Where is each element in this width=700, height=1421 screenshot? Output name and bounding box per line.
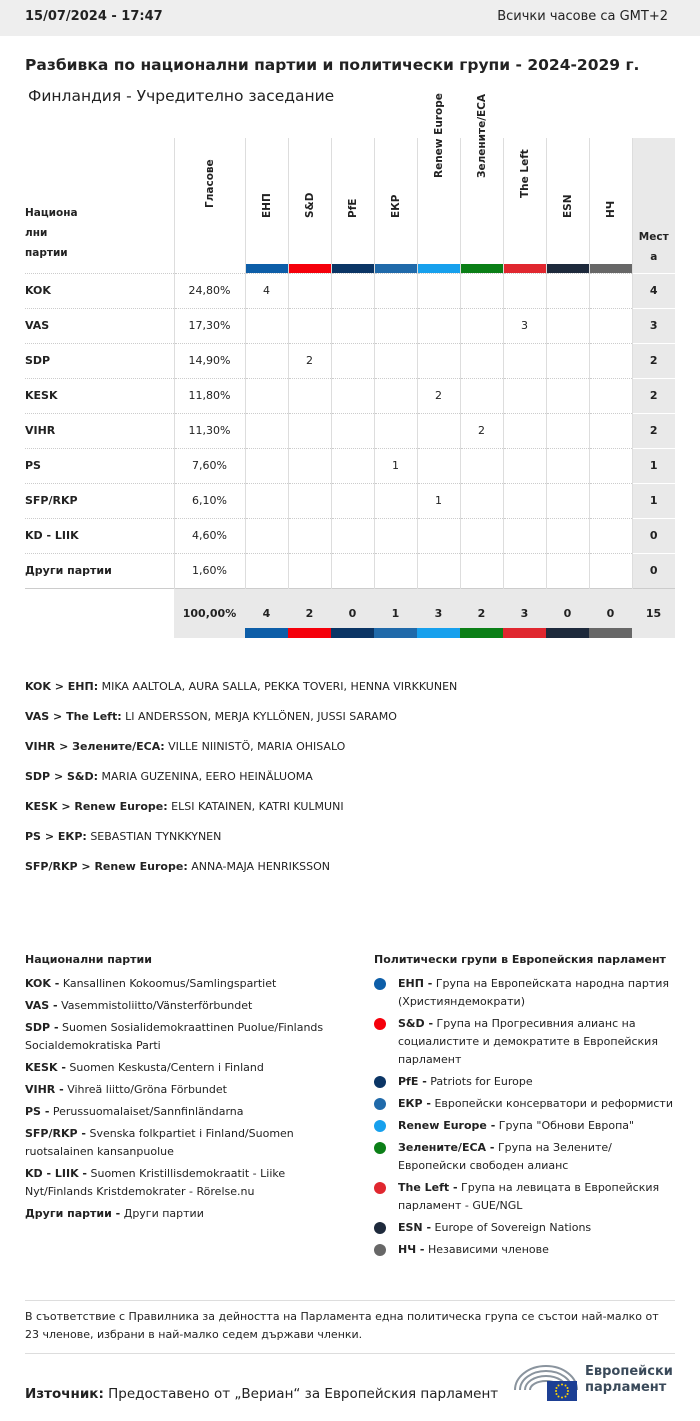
group-seat-cell — [546, 273, 589, 308]
group-seat-cell — [331, 308, 374, 343]
group-seat-cell — [288, 308, 331, 343]
legend-text: Група на Прогресивния алианс на социалистите и демократите в Европейския парламент — [398, 1017, 658, 1066]
legend-text: Patriots for Europe — [430, 1075, 533, 1088]
group-seat-cell — [331, 378, 374, 413]
national-legend-item — [25, 1059, 335, 1077]
group-total-value: 0 — [348, 606, 357, 620]
group-seat-cell — [417, 273, 460, 308]
group-seat-cell — [331, 553, 374, 588]
vote-share: 11,30% — [174, 413, 245, 448]
seat-total: 3 — [632, 308, 675, 343]
group-seat-cell — [546, 378, 589, 413]
vote-share: 17,30% — [174, 308, 245, 343]
page-subtitle: Финландия - Учредително заседание — [28, 87, 335, 105]
group-seat-cell — [503, 483, 546, 518]
group-total-cell — [288, 588, 331, 638]
vote-share: 7,60% — [174, 448, 245, 483]
group-color-bar — [288, 628, 331, 638]
group-seat-cell — [374, 343, 417, 378]
group-total-cell — [460, 588, 503, 638]
group-seat-cell — [546, 553, 589, 588]
group-seat-cell — [546, 343, 589, 378]
table-header-row — [25, 138, 675, 273]
group-header-label: S&D — [303, 192, 316, 218]
group-column-header — [245, 138, 288, 273]
groups-legend-heading: Политически групи в Европейския парламент — [374, 953, 666, 966]
group-total-value: 4 — [262, 606, 271, 620]
group-seat-cell — [546, 413, 589, 448]
group-color-dot-icon — [374, 1120, 386, 1132]
group-color-dot-icon — [374, 1222, 386, 1234]
seat-total: 4 — [632, 273, 675, 308]
seats-header-line: а — [650, 250, 658, 263]
group-header-label: НЧ — [604, 200, 617, 218]
page-title: Разбивка по национални партии и политически групи - 2024-2029 г. — [25, 56, 640, 74]
legend-key: SDP - — [25, 1021, 59, 1034]
group-color-bar — [289, 264, 331, 273]
group-seat-cell — [288, 553, 331, 588]
source-line — [25, 1386, 498, 1402]
group-seat-cell — [331, 273, 374, 308]
table-row — [25, 483, 675, 518]
logo-text — [585, 1364, 673, 1396]
national-legend-item — [25, 975, 335, 993]
table-row — [25, 413, 675, 448]
group-header-label: ESN — [561, 194, 574, 218]
group-total-value: 0 — [606, 606, 615, 620]
group-total-value: 3 — [434, 606, 443, 620]
legend-text: Vihreä liitto/Gröna Förbundet — [67, 1083, 227, 1096]
allocation-key: VIHR > Зелените/ЕСА: — [25, 740, 165, 753]
vote-share: 4,60% — [174, 518, 245, 553]
group-seat-cell: 1 — [374, 448, 417, 483]
group-seat-cell — [417, 518, 460, 553]
legend-key: VIHR - — [25, 1083, 64, 1096]
timezone-note: Всички часове са GMT+2 — [497, 9, 668, 24]
party-name: KOK — [25, 273, 174, 308]
timestamp: 15/07/2024 - 17:47 — [25, 9, 163, 24]
group-total-cell — [245, 588, 288, 638]
table-row — [25, 448, 675, 483]
legend-key: VAS - — [25, 999, 58, 1012]
group-header-label: ЕКР — [389, 194, 402, 218]
group-color-bar — [503, 628, 546, 638]
legend-key: Зелените/ЕСА - — [398, 1141, 495, 1154]
group-seat-cell — [589, 483, 632, 518]
group-total-cell — [374, 588, 417, 638]
group-color-bar — [246, 264, 288, 273]
allocation-names: SEBASTIAN TYNKKYNEN — [90, 830, 222, 843]
group-seat-cell — [374, 413, 417, 448]
group-color-dot-icon — [374, 1142, 386, 1154]
group-color-bar — [504, 264, 546, 273]
party-name: KESK — [25, 378, 174, 413]
totals-votes: 100,00% — [174, 588, 245, 638]
group-total-value: 2 — [477, 606, 486, 620]
top-bar — [0, 0, 700, 36]
legend-text: Група на Европейската народна партия (Християндемократи) — [398, 977, 669, 1008]
allocation-key: SFP/RKP > Renew Europe: — [25, 860, 188, 873]
group-seat-cell — [374, 273, 417, 308]
legend-text: Група на левицата в Европейския парламент - GUE/NGL — [398, 1181, 660, 1212]
group-seat-cell — [245, 413, 288, 448]
party-name: SFP/RKP — [25, 483, 174, 518]
group-seat-cell — [460, 308, 503, 343]
vote-share: 11,80% — [174, 378, 245, 413]
group-color-bar — [547, 264, 589, 273]
allocation-names: MARIA GUZENINA, EERO HEINÄLUOMA — [101, 770, 313, 783]
group-total-cell — [503, 588, 546, 638]
group-seat-cell — [331, 343, 374, 378]
logo-line: парламент — [585, 1380, 667, 1395]
legend-key: PS - — [25, 1105, 50, 1118]
legend-text: Kansallinen Kokoomus/Samlingspartiet — [62, 977, 277, 990]
group-seat-cell — [417, 413, 460, 448]
group-color-bar — [417, 628, 460, 638]
group-seat-cell — [460, 483, 503, 518]
group-legend-item — [374, 975, 675, 1011]
legend-text: Независими членове — [428, 1243, 549, 1256]
party-name: PS — [25, 448, 174, 483]
allocation-line — [25, 800, 457, 830]
legend-text: Suomen Keskusta/Centern i Finland — [69, 1061, 264, 1074]
group-legend-item — [374, 1241, 675, 1259]
group-seat-cell — [245, 483, 288, 518]
table-row — [25, 553, 675, 588]
legend-key: KD - LIIK - — [25, 1167, 87, 1180]
group-seat-cell — [374, 483, 417, 518]
group-seat-cell — [245, 448, 288, 483]
group-color-bar — [374, 628, 417, 638]
group-header-label: PfE — [346, 198, 359, 218]
group-color-bar — [590, 264, 632, 273]
group-seat-cell: 4 — [245, 273, 288, 308]
group-column-header — [460, 93, 503, 273]
legend-text: Група "Обнови Европа" — [498, 1119, 635, 1132]
group-seat-cell — [503, 413, 546, 448]
group-seat-cell — [331, 483, 374, 518]
group-seat-cell — [460, 273, 503, 308]
group-seat-cell: 2 — [288, 343, 331, 378]
group-seat-cell — [546, 448, 589, 483]
group-color-bar — [418, 264, 460, 273]
group-total-value: 2 — [305, 606, 314, 620]
european-parliament-logo — [513, 1362, 678, 1402]
group-seat-cell — [503, 273, 546, 308]
group-seat-cell — [374, 553, 417, 588]
group-seat-cell — [589, 273, 632, 308]
group-color-dot-icon — [374, 1182, 386, 1194]
group-legend-item — [374, 1179, 675, 1215]
vote-share: 24,80% — [174, 273, 245, 308]
group-seat-cell — [288, 413, 331, 448]
group-color-dot-icon — [374, 1098, 386, 1110]
table-row — [25, 378, 675, 413]
group-column-header — [374, 138, 417, 273]
group-header-label: Зелените/ЕСА — [475, 93, 488, 178]
legend-key: Renew Europe - — [398, 1119, 496, 1132]
vote-share: 1,60% — [174, 553, 245, 588]
group-total-cell — [417, 588, 460, 638]
group-seat-cell — [417, 448, 460, 483]
group-seat-cell — [288, 273, 331, 308]
allocation-key: KOK > ЕНП: — [25, 680, 99, 693]
group-seat-cell — [331, 518, 374, 553]
group-total-value: 3 — [520, 606, 529, 620]
group-seat-cell — [589, 378, 632, 413]
table-row — [25, 273, 675, 308]
group-seat-cell — [245, 378, 288, 413]
seat-total: 2 — [632, 378, 675, 413]
group-seat-cell — [503, 343, 546, 378]
group-legend-item — [374, 1073, 675, 1091]
national-legend-item — [25, 997, 335, 1015]
group-seat-cell — [546, 483, 589, 518]
group-seat-cell — [245, 518, 288, 553]
legend-text: Suomen Sosialidemokraattinen Puolue/Finlands Socialdemokratiska Parti — [25, 1021, 324, 1052]
group-seat-cell — [245, 343, 288, 378]
legend-key: S&D - — [398, 1017, 434, 1030]
allocation-line — [25, 680, 457, 710]
group-color-bar — [375, 264, 417, 273]
group-seat-cell — [417, 553, 460, 588]
legend-key: KOK - — [25, 977, 60, 990]
group-header-label: The Left — [518, 149, 531, 198]
group-total-cell — [331, 588, 374, 638]
group-column-header — [589, 138, 632, 273]
allocation-line — [25, 830, 457, 860]
group-seat-cell — [546, 308, 589, 343]
group-seat-cell — [288, 518, 331, 553]
party-column-header — [25, 138, 174, 273]
group-total-value: 1 — [391, 606, 400, 620]
group-seat-cell: 3 — [503, 308, 546, 343]
group-legend-item — [374, 1015, 675, 1069]
legend-text: Други партии — [123, 1207, 204, 1220]
allocation-line — [25, 770, 457, 800]
seat-total: 2 — [632, 413, 675, 448]
vote-share: 6,10% — [174, 483, 245, 518]
legend-text: Perussuomalaiset/Sannfinländarna — [52, 1105, 244, 1118]
source-text: Предоставено от „Вериан“ за Европейския парламент — [108, 1386, 499, 1402]
seat-total: 2 — [632, 343, 675, 378]
group-total-value: 0 — [563, 606, 572, 620]
legend-key: ЕКР - — [398, 1097, 431, 1110]
group-seat-cell — [417, 343, 460, 378]
group-seat-cell — [589, 343, 632, 378]
group-seat-cell — [331, 413, 374, 448]
group-color-bar — [589, 628, 632, 638]
group-legend-item — [374, 1095, 675, 1113]
seat-total: 0 — [632, 518, 675, 553]
group-total-cell — [589, 588, 632, 638]
seat-total: 0 — [632, 553, 675, 588]
group-column-header — [503, 138, 546, 273]
totals-label-cell — [25, 588, 174, 638]
group-seat-cell — [460, 448, 503, 483]
party-header-line: лни — [25, 226, 48, 239]
group-seat-cell — [288, 483, 331, 518]
group-header-label: Renew Europe — [432, 93, 445, 178]
legend-text: Europe of Sovereign Nations — [434, 1221, 592, 1234]
group-column-header — [417, 93, 460, 273]
group-legend-item — [374, 1219, 675, 1237]
group-seat-cell — [503, 553, 546, 588]
group-header-label: ЕНП — [260, 193, 273, 218]
party-name: KD - LIIK — [25, 518, 174, 553]
group-seat-cell: 1 — [417, 483, 460, 518]
group-seat-cell — [245, 308, 288, 343]
group-seat-cell — [374, 308, 417, 343]
group-seat-cell — [460, 343, 503, 378]
table-row — [25, 343, 675, 378]
legend-key: The Left - — [398, 1181, 458, 1194]
seats-header-line: Мест — [638, 230, 669, 243]
votes-header-label: Гласове — [203, 159, 216, 208]
group-column-header — [331, 138, 374, 273]
group-seat-cell: 2 — [417, 378, 460, 413]
group-color-bar — [332, 264, 374, 273]
legend-key: PfE - — [398, 1075, 427, 1088]
legend-text: Vasemmistoliitto/Vänsterförbundet — [61, 999, 253, 1012]
group-seat-cell — [589, 518, 632, 553]
group-seat-cell — [503, 448, 546, 483]
logo-line: Европейски — [585, 1364, 673, 1379]
group-seat-cell — [374, 378, 417, 413]
group-color-bar — [331, 628, 374, 638]
group-color-dot-icon — [374, 1018, 386, 1030]
party-name: VIHR — [25, 413, 174, 448]
table-row — [25, 518, 675, 553]
seats-grand-total: 15 — [632, 588, 675, 638]
party-name: SDP — [25, 343, 174, 378]
group-seat-cell — [417, 308, 460, 343]
group-seat-cell — [589, 553, 632, 588]
group-seat-cell — [503, 378, 546, 413]
rules-note: В съответствие с Правилника за дейността на Парламента една политическа група се състои най-малко от 23 членове, избрани в най-малко седем държави членки. — [25, 1300, 675, 1354]
group-seat-cell — [331, 448, 374, 483]
party-name: Други партии — [25, 553, 174, 588]
allocation-key: SDP > S&D: — [25, 770, 99, 783]
legend-key: НЧ - — [398, 1243, 425, 1256]
group-seat-cell — [503, 518, 546, 553]
group-seat-cell — [374, 518, 417, 553]
group-color-bar — [461, 264, 503, 273]
party-header-line: Национа — [25, 206, 78, 219]
vote-share: 14,90% — [174, 343, 245, 378]
legend-key: ESN - — [398, 1221, 432, 1234]
group-color-dot-icon — [374, 978, 386, 990]
group-seat-cell — [546, 518, 589, 553]
group-column-header — [288, 138, 331, 273]
national-legend-item — [25, 1081, 335, 1099]
allocation-names: ELSI KATAINEN, KATRI KULMUNI — [171, 800, 344, 813]
group-seat-cell — [589, 308, 632, 343]
group-color-bar — [460, 628, 503, 638]
legend-key: Други партии - — [25, 1207, 121, 1220]
legend-key: KESK - — [25, 1061, 66, 1074]
allocation-key: PS > ЕКР: — [25, 830, 87, 843]
national-legend-item — [25, 1165, 335, 1201]
national-legend-item — [25, 1103, 335, 1121]
legend-key: SFP/RKP - — [25, 1127, 86, 1140]
group-seat-cell — [589, 448, 632, 483]
allocation-names: LI ANDERSSON, MERJA KYLLÖNEN, JUSSI SARAMO — [125, 710, 397, 723]
allocation-line — [25, 860, 457, 890]
group-seat-cell — [288, 448, 331, 483]
group-color-bar — [245, 628, 288, 638]
allocation-names: ANNA-MAJA HENRIKSSON — [191, 860, 330, 873]
votes-column-header — [174, 138, 245, 273]
allocation-names: MIKA AALTOLA, AURA SALLA, PEKKA TOVERI, HENNA VIRKKUNEN — [101, 680, 458, 693]
group-column-header — [546, 138, 589, 273]
political-groups-legend — [374, 951, 675, 1263]
group-total-cell — [546, 588, 589, 638]
allocation-line — [25, 710, 457, 740]
group-seat-cell — [460, 518, 503, 553]
group-color-dot-icon — [374, 1076, 386, 1088]
seat-allocations — [25, 680, 457, 890]
allocation-line — [25, 740, 457, 770]
allocation-key: VAS > The Left: — [25, 710, 122, 723]
party-header-line: партии — [25, 246, 68, 259]
totals-row — [25, 588, 675, 638]
group-legend-item — [374, 1139, 675, 1175]
legend-key: ЕНП - — [398, 977, 433, 990]
group-seat-cell — [589, 413, 632, 448]
legend-text: Svenska folkpartiet i Finland/Suomen ruotsalainen kansanpuolue — [25, 1127, 294, 1158]
legend-text: Европейски консерватори и реформисти — [434, 1097, 673, 1110]
national-legend-heading: Национални партии — [25, 953, 152, 966]
national-parties-legend — [25, 951, 335, 1227]
group-legend-item — [374, 1117, 675, 1135]
national-legend-item — [25, 1019, 335, 1055]
seat-total: 1 — [632, 448, 675, 483]
group-seat-cell — [288, 378, 331, 413]
party-name: VAS — [25, 308, 174, 343]
national-legend-item — [25, 1125, 335, 1161]
source-label: Източник: — [25, 1386, 104, 1402]
group-seat-cell: 2 — [460, 413, 503, 448]
parliament-emblem-icon — [513, 1362, 579, 1402]
group-color-bar — [546, 628, 589, 638]
group-color-dot-icon — [374, 1244, 386, 1256]
legend-text: Suomen Kristillisdemokraatit - Liike Nyt/Finlands Kristdemokrater - Rörelse.nu — [25, 1167, 286, 1198]
seat-total: 1 — [632, 483, 675, 518]
table-row — [25, 308, 675, 343]
allocation-key: KESK > Renew Europe: — [25, 800, 168, 813]
allocation-names: VILLE NIINISTÖ, MARIA OHISALO — [168, 740, 346, 753]
group-seat-cell — [245, 553, 288, 588]
seats-column-header — [632, 138, 675, 273]
legend-text: Група на Зелените/ Европейски свободен алианс — [398, 1141, 612, 1172]
group-seat-cell — [460, 378, 503, 413]
national-legend-item — [25, 1205, 335, 1223]
group-seat-cell — [460, 553, 503, 588]
